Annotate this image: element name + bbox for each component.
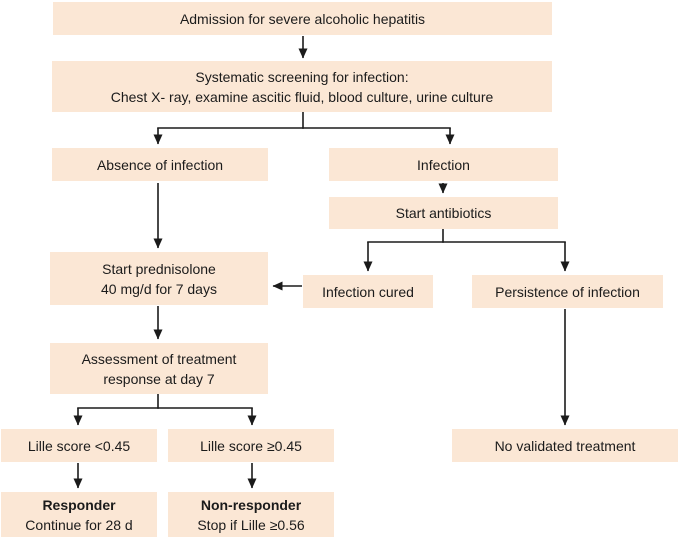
node-nonresponder-subtitle: Stop if Lille ≥0.56 [197, 516, 305, 533]
node-assessment-line1: Assessment of treatment [81, 350, 237, 367]
node-assessment [50, 343, 268, 394]
node-start-prednisolone [50, 252, 268, 305]
node-infection-cured [303, 275, 433, 308]
connector-screening-split [157, 112, 451, 144]
node-no-validated-treatment [452, 429, 678, 462]
connector-antibiotics-split [367, 229, 566, 271]
node-admission-label: Admission for severe alcoholic hepatitis [179, 10, 426, 27]
node-screening-line1: Systematic screening for infection: [195, 68, 409, 85]
node-persistence-label: Persistence of infection [495, 283, 640, 300]
node-no-validated-label: No validated treatment [494, 437, 636, 454]
node-screening-line2: Chest X- ray, examine ascitic fluid, blood culture, urine culture [110, 88, 494, 105]
node-persistence-of-infection [472, 275, 663, 308]
node-responder-subtitle: Continue for 28 d [25, 516, 133, 533]
node-prednisolone-line2: 40 mg/d for 7 days [101, 280, 217, 297]
node-infection-label: Infection [417, 156, 470, 173]
node-nonresponder-title: Non-responder [200, 496, 302, 513]
node-lille-low-label: Lille score <0.45 [27, 437, 131, 454]
node-nonresponder [168, 492, 334, 537]
node-responder-title: Responder [42, 496, 116, 513]
node-antibiotics-label: Start antibiotics [395, 205, 492, 221]
node-prednisolone-line1: Start prednisolone [102, 260, 216, 277]
connector-assessment-split [77, 394, 253, 425]
node-start-antibiotics [329, 197, 558, 229]
node-admission [53, 2, 552, 35]
node-lille-high-label: Lille score ≥0.45 [200, 437, 302, 454]
node-screening [52, 61, 552, 112]
node-infection [329, 148, 558, 181]
node-cured-label: Infection cured [322, 283, 414, 300]
node-lille-score-high [168, 429, 334, 462]
node-assessment-line2: response at day 7 [103, 370, 215, 387]
node-responder [1, 492, 157, 537]
node-absence-label: Absence of infection [96, 156, 224, 173]
node-lille-score-low [1, 429, 157, 462]
node-absence-of-infection [52, 148, 268, 181]
